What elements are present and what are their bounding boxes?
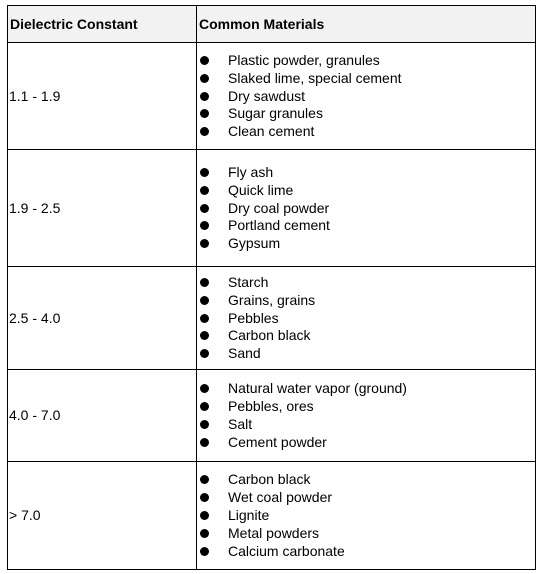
list-item [197, 217, 535, 235]
list-item [197, 507, 535, 525]
material-label: Sand [228, 345, 261, 362]
header-row [8, 6, 536, 43]
bullet-icon [200, 402, 209, 411]
bullet-icon [200, 296, 209, 305]
list-item [197, 235, 535, 253]
list-item [197, 434, 535, 452]
bullet-icon [200, 475, 209, 484]
bullet-icon [200, 109, 209, 118]
list-item [197, 310, 535, 328]
list-item [197, 105, 535, 123]
bullet-icon [200, 127, 209, 136]
material-label: Calcium carbonate [228, 542, 345, 559]
header-dielectric-constant: Dielectric Constant [8, 6, 197, 43]
list-item [197, 88, 535, 106]
bullet-icon [200, 239, 209, 248]
material-label: Cement powder [228, 433, 327, 450]
bullet-icon [200, 349, 209, 358]
material-label: Natural water vapor (ground) [228, 380, 407, 397]
list-item [197, 345, 535, 363]
table-row [8, 150, 536, 267]
list-item [197, 525, 535, 543]
list-item [197, 292, 535, 310]
list-item [197, 489, 535, 507]
material-label: Portland cement [228, 217, 330, 234]
materials-cell [197, 461, 536, 569]
table-row [8, 461, 536, 569]
dielectric-range: 1.9 - 2.5 [8, 150, 197, 267]
bullet-icon [200, 493, 209, 502]
list-item [197, 380, 535, 398]
material-label: Wet coal powder [228, 489, 333, 506]
list-item [197, 416, 535, 434]
material-label: Clean cement [228, 123, 315, 140]
material-label: Quick lime [228, 181, 294, 198]
header-common-materials: Common Materials [197, 6, 536, 43]
bullet-icon [200, 384, 209, 393]
materials-cell [197, 150, 536, 267]
table-row [8, 267, 536, 370]
material-label: Grains, grains [228, 291, 316, 308]
list-item [197, 398, 535, 416]
list-item [197, 52, 535, 70]
material-label: Salt [228, 415, 253, 432]
material-label: Slaked lime, special cement [228, 69, 402, 86]
material-label: Dry sawdust [228, 87, 306, 104]
material-label: Pebbles, ores [228, 398, 314, 415]
materials-list [197, 45, 535, 147]
material-label: Starch [228, 274, 269, 290]
material-label: Sugar granules [228, 105, 323, 122]
material-label: Pebbles [228, 309, 279, 326]
materials-list [197, 373, 535, 457]
material-label: Gypsum [228, 235, 281, 252]
dielectric-range: > 7.0 [8, 461, 197, 569]
bullet-icon [200, 331, 209, 340]
dielectric-range: 1.1 - 1.9 [8, 43, 197, 150]
list-item [197, 200, 535, 218]
list-item [197, 543, 535, 561]
bullet-icon [200, 438, 209, 447]
bullet-icon [200, 547, 209, 556]
list-item [197, 70, 535, 88]
bullet-icon [200, 221, 209, 230]
bullet-icon [200, 529, 209, 538]
material-label: Carbon black [228, 327, 311, 344]
list-item [197, 182, 535, 200]
materials-cell [197, 267, 536, 370]
list-item [197, 164, 535, 182]
table-row [8, 369, 536, 461]
list-item [197, 471, 535, 489]
bullet-icon [200, 420, 209, 429]
materials-list [197, 464, 535, 566]
materials-cell [197, 369, 536, 461]
bullet-icon [200, 278, 209, 287]
material-label: Carbon black [228, 471, 311, 488]
dielectric-range: 2.5 - 4.0 [8, 267, 197, 370]
dielectric-constant-table [7, 5, 536, 570]
material-label: Metal powders [228, 524, 320, 541]
list-item [197, 327, 535, 345]
list-item [197, 123, 535, 141]
bullet-icon [200, 204, 209, 213]
bullet-icon [200, 92, 209, 101]
bullet-icon [200, 186, 209, 195]
bullet-icon [200, 74, 209, 83]
material-label: Dry coal powder [228, 199, 330, 216]
bullet-icon [200, 56, 209, 65]
bullet-icon [200, 168, 209, 177]
materials-list [197, 267, 535, 369]
materials-cell [197, 43, 536, 150]
list-item [197, 274, 535, 292]
bullet-icon [200, 511, 209, 520]
material-label: Plastic powder, granules [228, 52, 380, 68]
dielectric-range: 4.0 - 7.0 [8, 369, 197, 461]
materials-list [197, 157, 535, 259]
bullet-icon [200, 314, 209, 323]
material-label: Fly ash [228, 164, 274, 180]
table-row [8, 43, 536, 150]
material-label: Lignite [228, 507, 270, 524]
